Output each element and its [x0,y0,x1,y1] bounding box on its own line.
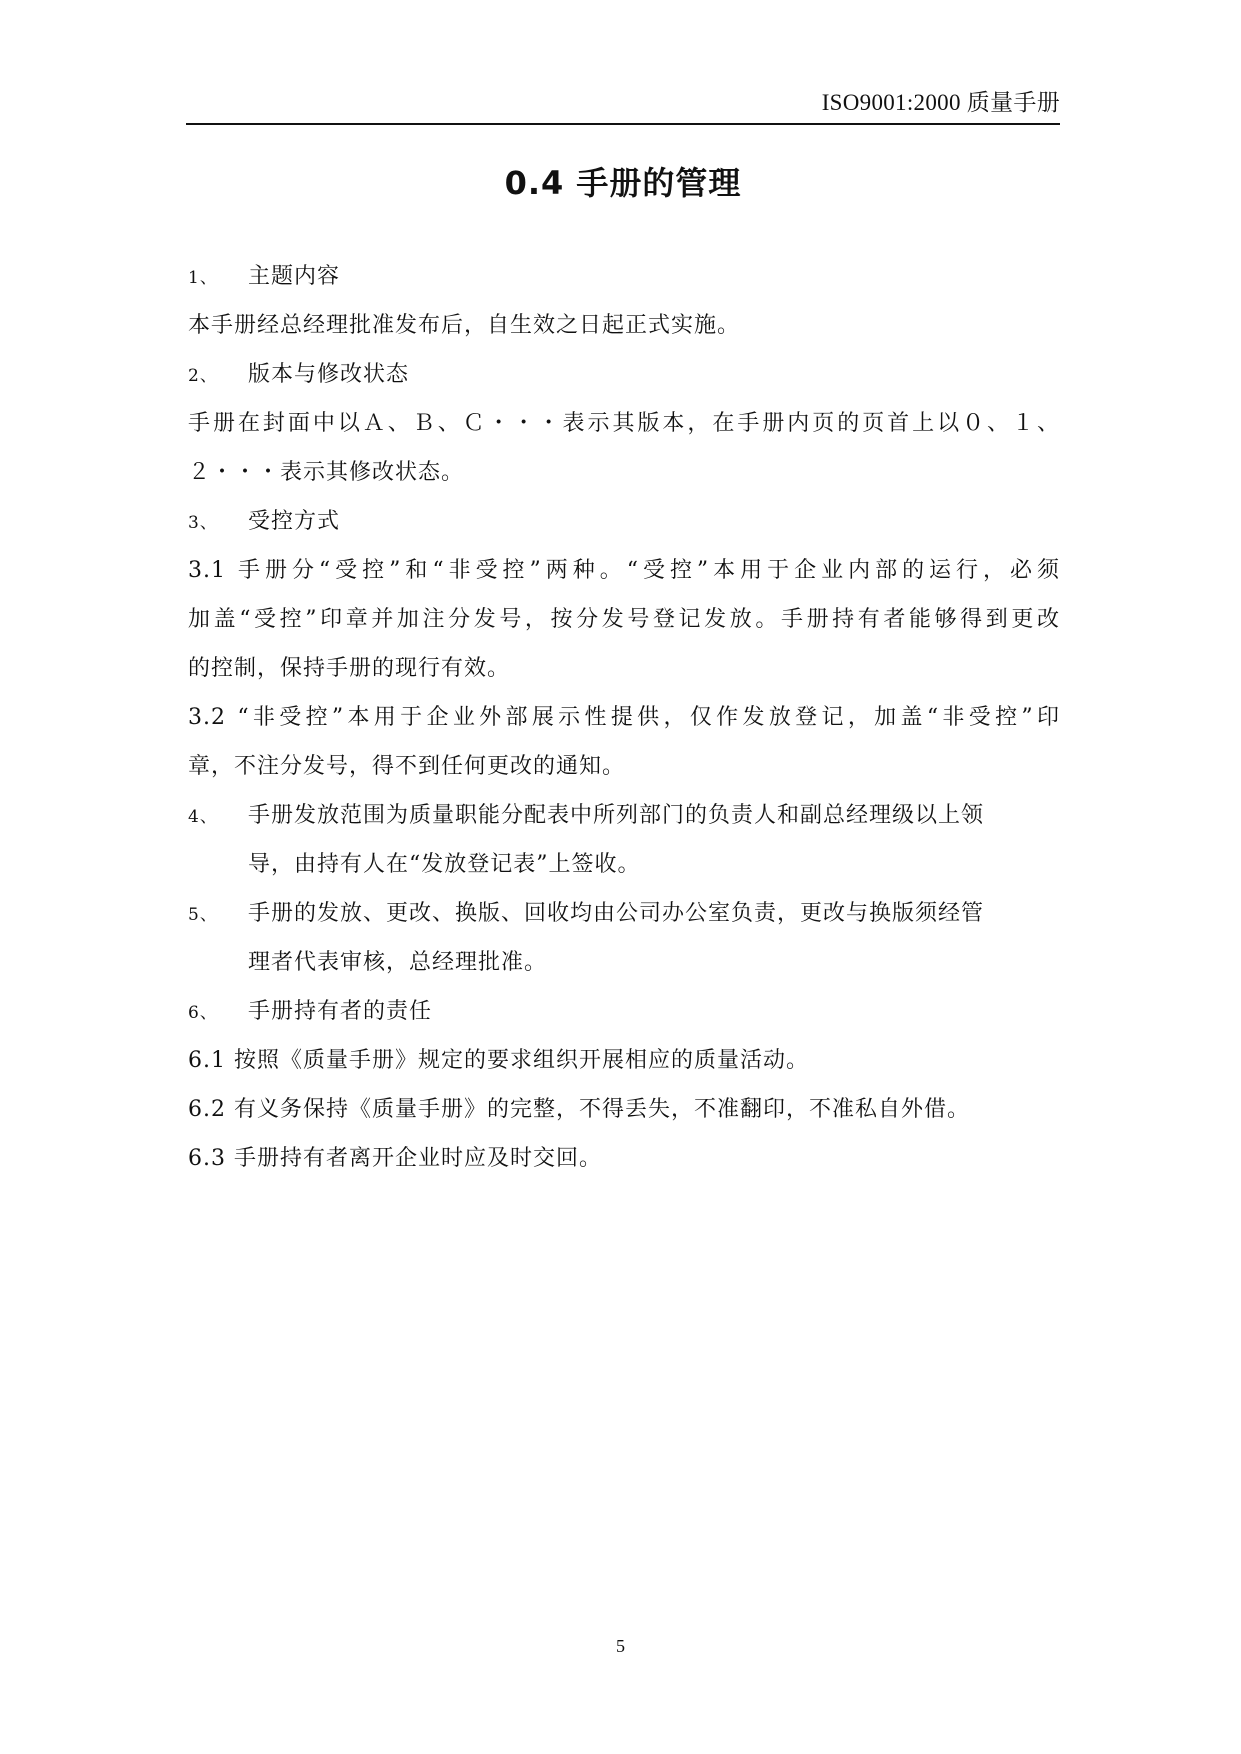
paragraph-6-3: 6.3 手册持有者离开企业时应及时交回。 [188,1146,602,1171]
section-5-line-1 [188,889,1060,938]
header-rule [186,123,1060,125]
paragraph-6-1: 6.1 按照《质量手册》规定的要求组织开展相应的质量活动。 [188,1048,809,1073]
section-4-text: 手册发放范围为质量职能分配表中所列部门的负责人和副总经理级以上领 [248,803,985,828]
section-heading-text: 版本与修改状态 [248,362,410,387]
section-5-text: 手册的发放、更改、换版、回收均由公司办公室负责，更改与换版须经管 [248,901,985,926]
section-number: 4、 [188,807,218,827]
paragraph-3-1-line-3: 的控制，保持手册的现行有效。 [188,656,511,681]
section-2-heading [188,350,1060,399]
section-number: 6、 [188,1003,218,1023]
paragraph-6-2: 6.2 有义务保持《质量手册》的完整，不得丢失，不准翻印，不准私自外借。 [188,1097,970,1122]
section-4-line-2: 导，由持有人在“发放登记表”上签收。 [248,852,641,877]
section-number: 1、 [188,268,218,288]
paragraph-3-2-line-2: 章，不注分发号，得不到任何更改的通知。 [188,754,626,779]
section-1-heading [188,252,1060,301]
section-2-text-line-1: 手册在封面中以Ａ、Ｂ、Ｃ・・・表示其版本，在手册内页的页首上以０、１、 [188,411,1060,436]
section-number: 5、 [188,905,218,925]
section-4-line-1 [188,791,1060,840]
section-heading-text: 受控方式 [248,509,341,534]
section-1-text: 本手册经总经理批准发布后，自生效之日起正式实施。 [188,313,741,338]
paragraph-3-2-line-1: 3.2 “非受控”本用于企业外部展示性提供，仅作发放登记，加盖“非受控”印 [188,705,1060,730]
running-header: ISO9001:2000 质量手册 [821,90,1060,115]
page-title: 0.4 手册的管理 [504,164,742,202]
document-body [188,252,1060,1183]
section-number: 2、 [188,366,218,386]
paragraph-3-1-line-2: 加盖“受控”印章并加注分发号，按分发号登记发放。手册持有者能够得到更改 [188,607,1060,632]
section-5-line-2: 理者代表审核，总经理批准。 [248,950,548,975]
section-heading-text: 主题内容 [248,264,341,289]
section-heading-text: 手册持有者的责任 [248,999,433,1024]
section-number: 3、 [188,513,218,533]
section-6-heading [188,987,1060,1036]
section-3-heading [188,497,1060,546]
paragraph-3-1-line-1: 3.1 手册分“受控”和“非受控”两种。“受控”本用于企业内部的运行，必须 [188,558,1060,583]
section-2-text-line-2: ２・・・表示其修改状态。 [188,460,465,485]
page-number: 5 [616,1636,625,1656]
